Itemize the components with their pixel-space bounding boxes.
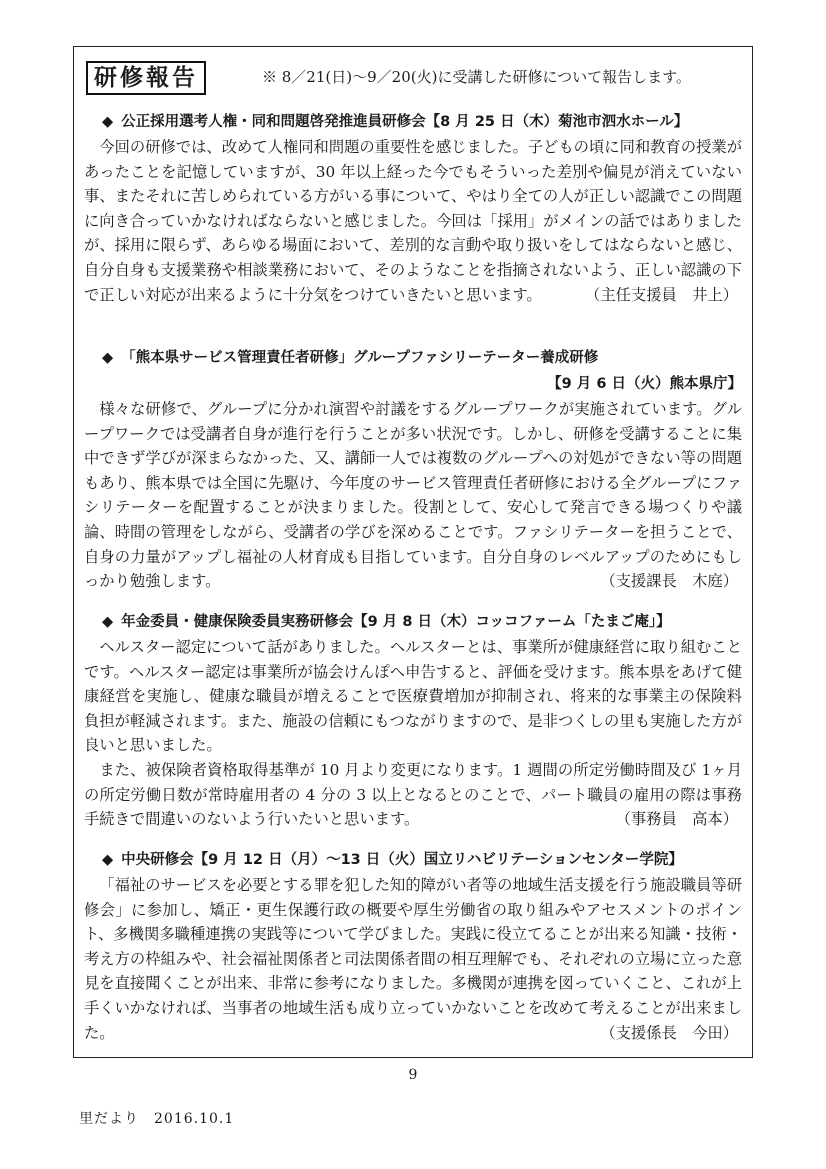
section-paragraph: ヘルスター認定について話がありました。ヘルスターとは、事業所が健康経営に取り組むことです。ヘルスター認定は事業所が協会けんぽへ申告すると、評価を受けます。熊本県をあげて健康経営を実施し、健康な職員が増えることで医療費増加が抑制され、将来的な事業主の保険料負担が軽減されます。また、施設の信頼にもつながりますので、是非つくしの里も実施した方が良いと思いました。: [84, 638, 742, 755]
section-4: [84, 847, 742, 1045]
section-2: [84, 345, 742, 594]
section-signature: （主任支援員 井上）: [585, 285, 738, 304]
section-3: [84, 609, 742, 832]
section-heading-date: 【9 月 6 日（火）熊本県庁】: [547, 376, 742, 392]
page-number: 9: [408, 1067, 418, 1083]
footer-label: 里だより 2016.10.1: [79, 1111, 235, 1127]
section-heading: ◆ 年金委員・健康保険委員実務研修会【9 月 8 日（木）コッコファーム「たまご庵」】: [84, 609, 742, 635]
section-paragraph: 様々な研修で、グループに分かれ演習や討議をするグループワークが実施されています。グループワークでは受講者自身が進行を行うことが多い状況です。しかし、研修を受講することに集中できず学びが深まらなかった、又、講師一人では複数のグループへの対処ができない等の問題もあり、熊本県では全国に先駆け、今年度のサービス管理責任者研修における全グループにファシリテーターを配置することが決まりました。役割として、安心して発言できる場つくりや議論、時間の管理をしながら、受講者の学びを深めることです。ファシリテーターを担うことで、自身の力量がアップし福祉の人材育成も目指しています。自分自身のレベルアップのためにもしっかり勉強します。: [84, 400, 742, 591]
section-signature: （支援課長 木庭）: [600, 572, 738, 591]
report-header: [86, 59, 740, 95]
section-paragraph: 「福祉のサービスを必要とする罪を犯した知的障がい者等の地域生活支援を行う施設職員等研修会」に参加し、矯正・更生保護行政の概要や厚生労働省の取り組みやアセスメントのポイント、多機関多職種連携の実践等について学びました。実践に役立てることが出来る知識・技術・考え方の枠組みや、社会福祉関係者と司法関係者間の相互理解でも、それぞれの立場に立った意見を直接聞くことが出来、非常に参考になりました。多機関が連携を図っていくこと、これが上手くいかなければ、当事者の地域生活も成り立っていかないことを改めて考えることが出来ました。: [84, 876, 742, 1042]
diamond-bullet-icon: ◆: [102, 852, 114, 868]
section-heading: ◆ 「熊本県サービス管理責任者研修」グループファシリーテーター養成研修: [84, 345, 742, 371]
diamond-bullet-icon: ◆: [102, 350, 114, 366]
section-heading: ◆ 公正採用選考人権・同和問題啓発推進員研修会【8 月 25 日（木）菊池市泗水ホール】: [84, 109, 742, 135]
report-title: 研修報告: [86, 61, 206, 95]
section-signature: （事務員 高本）: [615, 810, 738, 829]
diamond-bullet-icon: ◆: [102, 614, 114, 630]
section-paragraph: 今回の研修では、改めて人権同和問題の重要性を感じました。子どもの頃に同和教育の授業があったことを記憶していますが、30 年以上経った今でもそういった差別や偏見が消えていない事、またそれに苦しめられている方がいる事について、やはり全ての人が正しい認識でこの問題に向き合っていかなければならないと感じました。今回は「採用」がメインの話ではありましたが、採用に限らず、あらゆる場面において、差別的な言動や取り扱いをしてはならないと感じ、自分自身も支援業務や相談業務において、そのようなことを指摘されないよう、正しい認識の下で正しい対応が出来るように十分気をつけていきたいと思います。: [84, 138, 742, 304]
report-frame: [73, 46, 753, 1058]
section-heading: ◆ 中央研修会【9 月 12 日（月）～13 日（火）国立リハビリテーションセンター学院】: [84, 847, 742, 873]
report-subtitle: ※ 8／21(日)～9／20(火)に受講した研修について報告します。: [262, 68, 691, 86]
section-paragraph: また、被保険者資格取得基準が 10 月より変更になります。1 週間の所定労働時間及び 1ヶ月の所定労働日数が常時雇用者の 4 分の 3 以上となるとのことで、パート職員の雇用の際は事務手続きで間違いのないよう行いたいと思います。: [84, 760, 742, 829]
section-1: [84, 109, 742, 307]
section-signature: （支援係長 今田）: [600, 1023, 738, 1042]
diamond-bullet-icon: ◆: [102, 114, 114, 130]
